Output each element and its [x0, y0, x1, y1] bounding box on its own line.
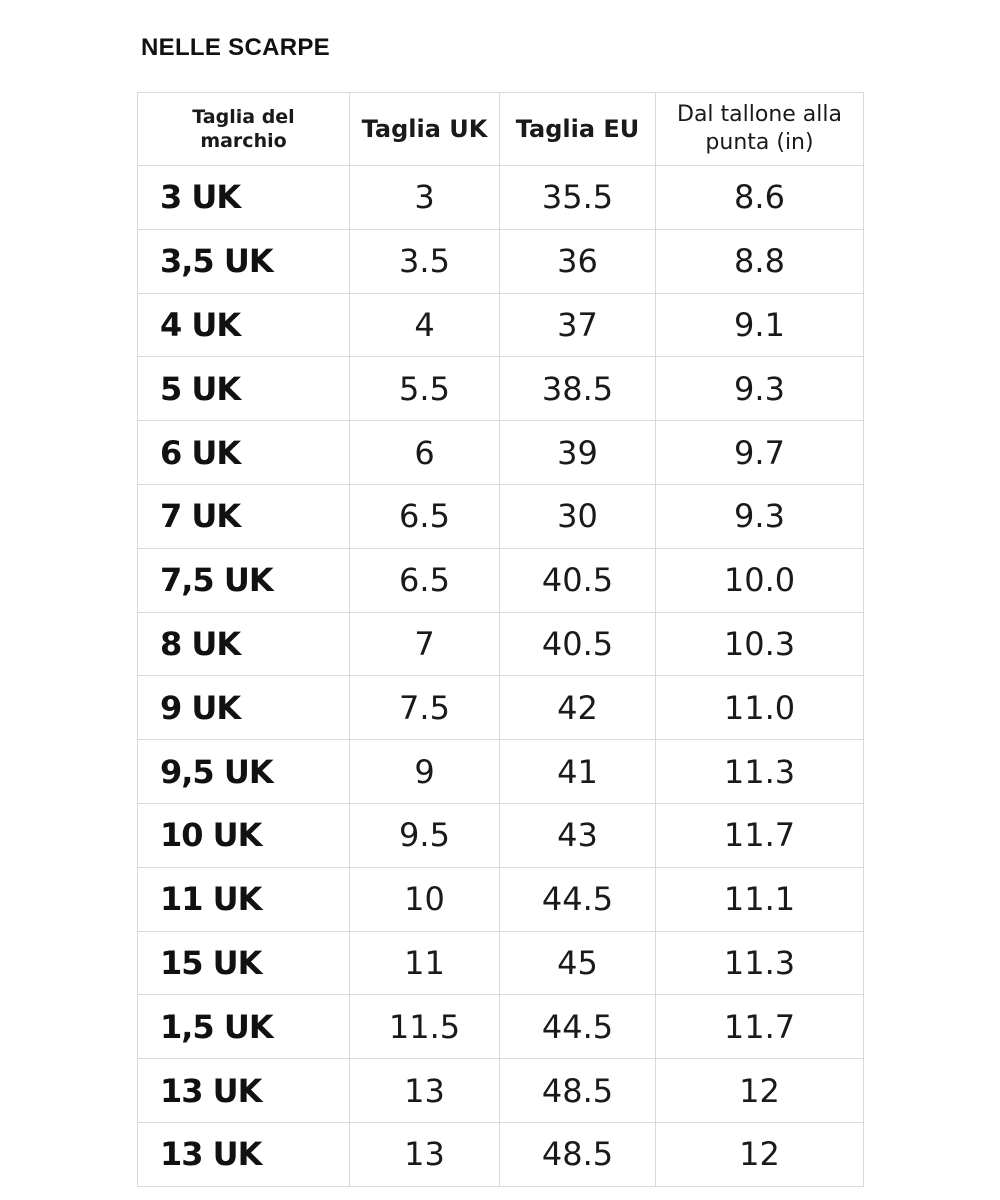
heel-to-toe-cell: 12 — [656, 1122, 864, 1186]
table-row — [138, 166, 864, 230]
eu-size-cell: 42 — [500, 676, 656, 740]
size-chart-table — [137, 92, 864, 1187]
table-row — [138, 995, 864, 1059]
uk-size-cell: 11.5 — [350, 995, 500, 1059]
brand-size-cell: 5 UK — [138, 357, 350, 421]
uk-size-cell: 13 — [350, 1122, 500, 1186]
table-row — [138, 484, 864, 548]
uk-size-cell: 4 — [350, 293, 500, 357]
eu-size-cell: 44.5 — [500, 867, 656, 931]
heel-to-toe-cell: 8.8 — [656, 229, 864, 293]
table-row — [138, 548, 864, 612]
heel-to-toe-cell: 12 — [656, 1059, 864, 1123]
table-row — [138, 1059, 864, 1123]
table-row — [138, 229, 864, 293]
heel-to-toe-cell: 9.3 — [656, 484, 864, 548]
header-uk-size: Taglia UK — [350, 93, 500, 166]
eu-size-cell: 45 — [500, 931, 656, 995]
brand-size-cell: 3,5 UK — [138, 229, 350, 293]
eu-size-cell: 39 — [500, 421, 656, 485]
header-heel-to-toe-line1: Dal tallone alla — [677, 102, 842, 127]
heel-to-toe-cell: 9.1 — [656, 293, 864, 357]
uk-size-cell: 9.5 — [350, 803, 500, 867]
heel-to-toe-cell: 10.0 — [656, 548, 864, 612]
eu-size-cell: 30 — [500, 484, 656, 548]
heel-to-toe-cell: 11.1 — [656, 867, 864, 931]
uk-size-cell: 11 — [350, 931, 500, 995]
brand-size-cell: 13 UK — [138, 1122, 350, 1186]
header-brand-size-line2: marchio — [200, 130, 287, 152]
uk-size-cell: 7 — [350, 612, 500, 676]
heel-to-toe-cell: 11.7 — [656, 803, 864, 867]
eu-size-cell: 48.5 — [500, 1122, 656, 1186]
header-heel-to-toe-line2: punta (in) — [705, 130, 814, 155]
uk-size-cell: 6.5 — [350, 548, 500, 612]
heel-to-toe-cell: 11.3 — [656, 931, 864, 995]
eu-size-cell: 43 — [500, 803, 656, 867]
eu-size-cell: 48.5 — [500, 1059, 656, 1123]
eu-size-cell: 44.5 — [500, 995, 656, 1059]
eu-size-cell: 36 — [500, 229, 656, 293]
table-row — [138, 612, 864, 676]
header-brand-size-line1: Taglia del — [192, 106, 295, 128]
brand-size-cell: 6 UK — [138, 421, 350, 485]
heel-to-toe-cell: 11.7 — [656, 995, 864, 1059]
brand-size-cell: 9,5 UK — [138, 740, 350, 804]
uk-size-cell: 3 — [350, 166, 500, 230]
heel-to-toe-cell: 11.3 — [656, 740, 864, 804]
table-row — [138, 676, 864, 740]
table-row — [138, 931, 864, 995]
brand-size-cell: 1,5 UK — [138, 995, 350, 1059]
table-row — [138, 803, 864, 867]
uk-size-cell: 6 — [350, 421, 500, 485]
eu-size-cell: 40.5 — [500, 548, 656, 612]
table-row — [138, 421, 864, 485]
table-row — [138, 357, 864, 421]
table-row — [138, 293, 864, 357]
heel-to-toe-cell: 9.3 — [656, 357, 864, 421]
uk-size-cell: 6.5 — [350, 484, 500, 548]
eu-size-cell: 41 — [500, 740, 656, 804]
heel-to-toe-cell: 11.0 — [656, 676, 864, 740]
uk-size-cell: 9 — [350, 740, 500, 804]
eu-size-cell: 40.5 — [500, 612, 656, 676]
brand-size-cell: 15 UK — [138, 931, 350, 995]
table-row — [138, 740, 864, 804]
brand-size-cell: 10 UK — [138, 803, 350, 867]
table-header — [138, 93, 864, 166]
header-heel-to-toe — [656, 93, 864, 166]
eu-size-cell: 37 — [500, 293, 656, 357]
brand-size-cell: 8 UK — [138, 612, 350, 676]
brand-size-cell: 7 UK — [138, 484, 350, 548]
eu-size-cell: 35.5 — [500, 166, 656, 230]
page-title: NELLE SCARPE — [141, 34, 330, 61]
brand-size-cell: 13 UK — [138, 1059, 350, 1123]
header-brand-size — [138, 93, 350, 166]
brand-size-cell: 4 UK — [138, 293, 350, 357]
uk-size-cell: 5.5 — [350, 357, 500, 421]
uk-size-cell: 10 — [350, 867, 500, 931]
header-row — [138, 93, 864, 166]
brand-size-cell: 7,5 UK — [138, 548, 350, 612]
table-body — [138, 166, 864, 1187]
uk-size-cell: 7.5 — [350, 676, 500, 740]
header-eu-size: Taglia EU — [500, 93, 656, 166]
heel-to-toe-cell: 8.6 — [656, 166, 864, 230]
brand-size-cell: 9 UK — [138, 676, 350, 740]
uk-size-cell: 3.5 — [350, 229, 500, 293]
heel-to-toe-cell: 10.3 — [656, 612, 864, 676]
heel-to-toe-cell: 9.7 — [656, 421, 864, 485]
eu-size-cell: 38.5 — [500, 357, 656, 421]
uk-size-cell: 13 — [350, 1059, 500, 1123]
brand-size-cell: 3 UK — [138, 166, 350, 230]
table-row — [138, 867, 864, 931]
table-row — [138, 1122, 864, 1186]
brand-size-cell: 11 UK — [138, 867, 350, 931]
